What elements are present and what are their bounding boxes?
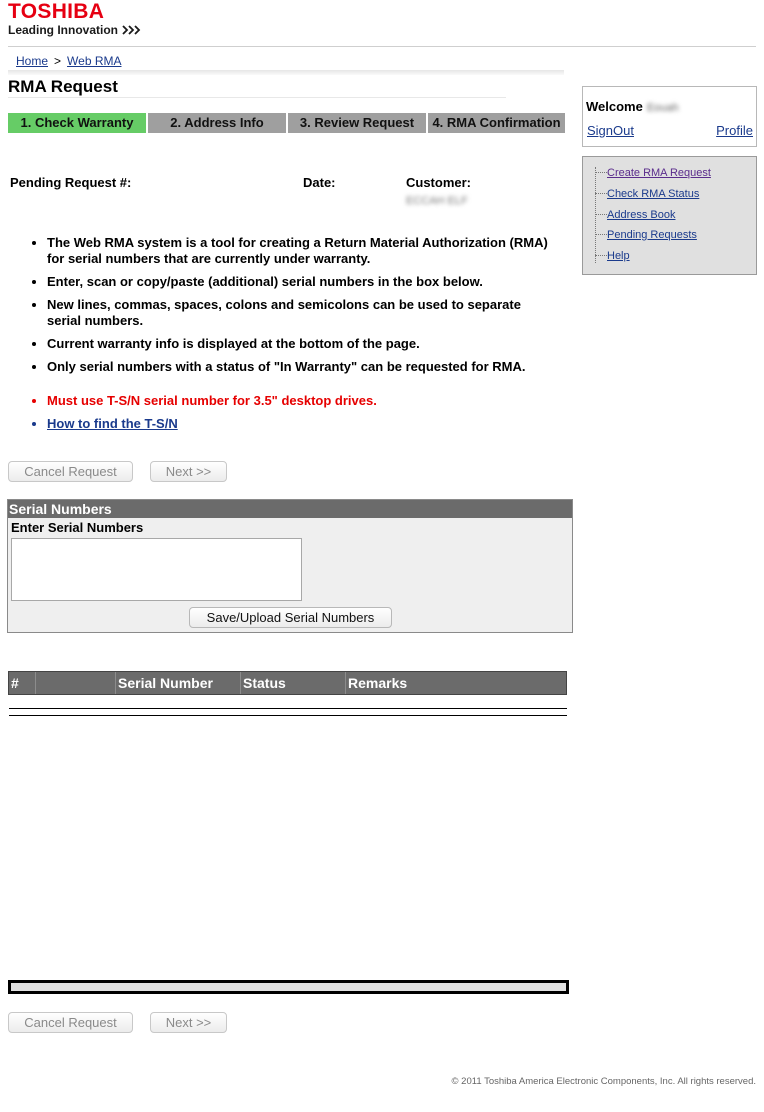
instruction-item: • Enter, scan or copy/paste (additional) serial numbers in the box below.	[47, 274, 558, 290]
create-rma-request-link[interactable]: Create RMA Request	[607, 167, 711, 179]
column-header-remarks: Remarks	[348, 675, 408, 691]
side-menu	[582, 156, 757, 275]
serial-numbers-panel	[7, 499, 573, 633]
tsn-warning: • Must use T-S/N serial number for 3.5" desktop drives.	[47, 393, 558, 409]
help-link[interactable]: Help	[607, 250, 630, 262]
serial-numbers-header: Serial Numbers	[8, 500, 572, 518]
profile-link[interactable]: Profile	[716, 123, 753, 138]
cancel-request-button-bottom[interactable]: Cancel Request	[8, 1012, 133, 1033]
header-divider	[8, 46, 756, 47]
welcome-text	[586, 99, 679, 114]
save-upload-serials-button[interactable]: Save/Upload Serial Numbers	[189, 607, 392, 628]
check-rma-status-link[interactable]: Check RMA Status	[607, 188, 700, 200]
column-header-status: Status	[241, 672, 346, 694]
user-name: Eouah	[646, 102, 679, 114]
enter-serial-label: Enter Serial Numbers	[11, 520, 144, 535]
next-button-top[interactable]: Next >>	[150, 461, 227, 482]
triple-chevron-icon	[122, 25, 142, 35]
welcome-label: Welcome	[586, 99, 643, 114]
step-progress-bar	[8, 113, 565, 133]
menu-item-help	[595, 250, 630, 264]
pending-requests-link[interactable]: Pending Requests	[607, 229, 697, 241]
step-review-request: 3. Review Request	[288, 113, 426, 133]
how-to-find-tsn-link[interactable]: How to find the T-S/N	[47, 416, 178, 431]
instruction-item: • Only serial numbers with a status of "In Warranty" can be requested for RMA.	[47, 359, 558, 375]
menu-item-check-status	[595, 188, 699, 202]
title-divider	[8, 97, 506, 98]
breadcrumb-web-rma-link[interactable]: Web RMA	[67, 54, 122, 68]
results-table-body	[9, 708, 567, 716]
welcome-panel	[582, 86, 757, 147]
step-check-warranty: 1. Check Warranty	[8, 113, 146, 133]
customer-value: ECCAH ELF	[406, 195, 468, 207]
cancel-request-button-top[interactable]: Cancel Request	[8, 461, 133, 482]
horizontal-scrollbar[interactable]	[8, 980, 569, 994]
column-header-number: #	[9, 672, 36, 694]
toshiba-logo: TOSHIBA	[8, 0, 105, 23]
results-table-header	[8, 671, 567, 695]
serial-numbers-input[interactable]	[11, 538, 302, 601]
customer-label: Customer:	[406, 175, 472, 190]
help-link-item	[47, 416, 558, 432]
breadcrumb	[16, 54, 122, 68]
menu-item-pending-requests	[595, 229, 697, 243]
copyright-text: © 2011 Toshiba America Electronic Components, Inc. All rights reserved.	[451, 1076, 756, 1087]
menu-item-address-book	[595, 209, 675, 223]
tagline	[8, 23, 142, 37]
pending-request-label: Pending Request #:	[10, 175, 132, 190]
instruction-item: • The Web RMA system is a tool for creating a Return Material Authorization (RMA) for serial numbers that are currently under warranty.	[47, 235, 558, 267]
column-header-serial-number: Serial Number	[116, 672, 241, 694]
instruction-item: • Current warranty info is displayed at the bottom of the page.	[47, 336, 558, 352]
signout-link[interactable]: SignOut	[587, 123, 634, 138]
step-address-info: 2. Address Info	[148, 113, 286, 133]
step-rma-confirmation: 4. RMA Confirmation	[428, 113, 565, 133]
column-header-blank	[36, 672, 116, 694]
instruction-item: • New lines, commas, spaces, colons and semicolons can be used to separate serial numbers.	[47, 297, 558, 329]
breadcrumb-bar	[8, 70, 564, 75]
address-book-link[interactable]: Address Book	[607, 209, 676, 221]
tagline-text: Leading Innovation	[8, 23, 118, 37]
page-title: RMA Request	[8, 77, 118, 96]
breadcrumb-home-link[interactable]: Home	[16, 54, 49, 68]
breadcrumb-separator: >	[54, 54, 62, 68]
menu-item-create-rma	[595, 167, 711, 181]
instructions-list	[28, 235, 558, 439]
date-label: Date:	[303, 175, 336, 190]
next-button-bottom[interactable]: Next >>	[150, 1012, 227, 1033]
